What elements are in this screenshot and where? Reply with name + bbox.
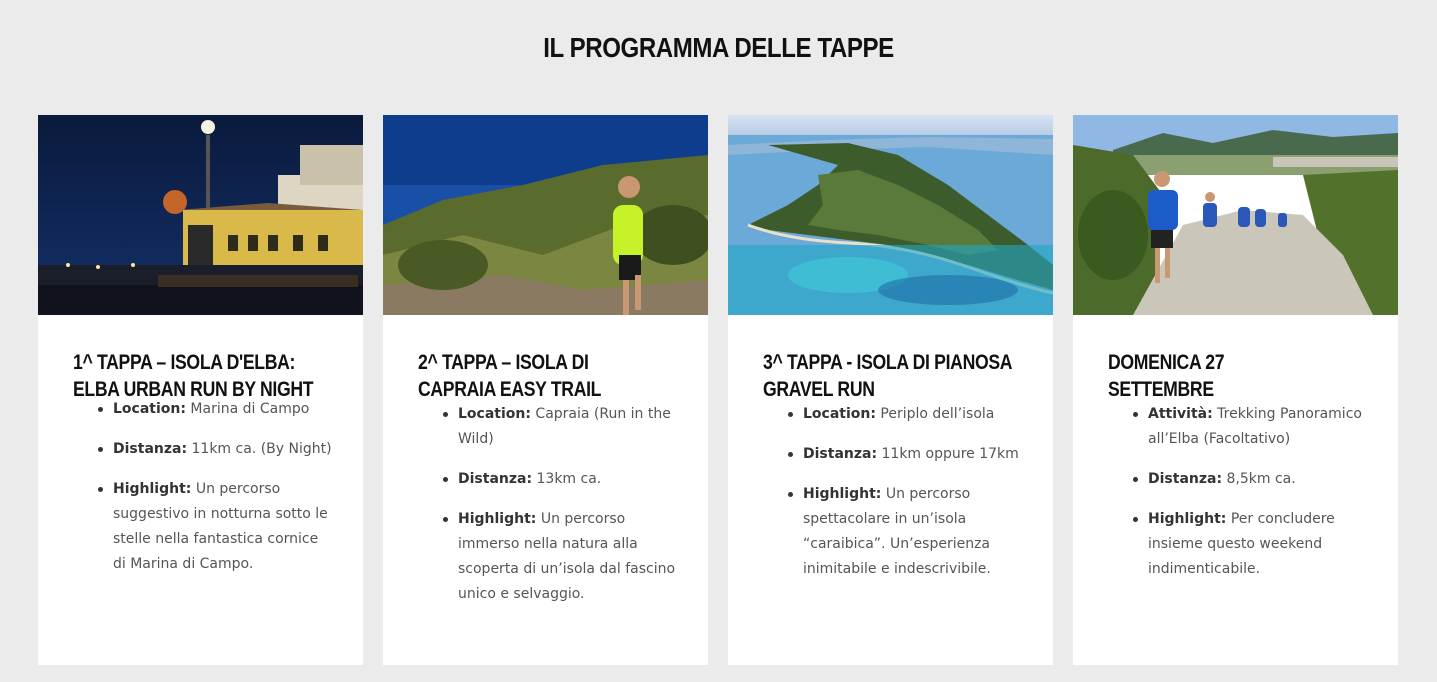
item-value: Per concludere insieme questo weekend indimenticabile. <box>1148 511 1335 577</box>
bullet-icon <box>1133 477 1138 482</box>
bullet-icon <box>1133 517 1138 522</box>
coastal-trail-runner-photo <box>383 115 708 315</box>
bullet-icon <box>98 407 103 412</box>
list-item <box>458 507 678 607</box>
item-label: Location: <box>458 406 531 422</box>
item-value: Un percorso suggestivo in notturna sotto le stelle nella fantastica cornice di Marina di Campo. <box>113 481 328 572</box>
item-label: Distanza: <box>113 441 188 457</box>
stage-card-3 <box>728 115 1053 665</box>
list-item <box>113 437 333 462</box>
bullet-icon <box>788 412 793 417</box>
list-item <box>1148 507 1368 582</box>
stage-title: 3^ TAPPA - ISOLA DI PIANOSA GRAVEL RUN <box>763 351 1012 401</box>
stage-card-4 <box>1073 115 1398 665</box>
list-item <box>113 397 333 422</box>
item-value: Capraia (Run in the Wild) <box>458 406 671 447</box>
section-title: IL PROGRAMMA DELLE TAPPE <box>543 32 894 63</box>
stage-details-list <box>418 402 678 607</box>
list-item <box>1148 402 1368 452</box>
list-item <box>803 482 1023 582</box>
stage-title: 1^ TAPPA – ISOLA D'ELBA: ELBA URBAN RUN BY NIGHT <box>73 351 314 401</box>
item-value: Un percorso spettacolare in un’isola “caraibica”. Un’esperienza inimitabile e indescrivibile. <box>803 486 991 577</box>
bullet-icon <box>443 477 448 482</box>
list-item <box>803 442 1023 467</box>
stage-title: 2^ TAPPA – ISOLA DI CAPRAIA EASY TRAIL <box>418 351 602 401</box>
bullet-icon <box>788 492 793 497</box>
list-item <box>1148 467 1368 492</box>
item-label: Highlight: <box>458 511 537 527</box>
bullet-icon <box>788 452 793 457</box>
item-label: Distanza: <box>803 446 878 462</box>
bullet-icon <box>443 517 448 522</box>
item-value: Periplo dell’isola <box>875 406 995 422</box>
hiking-group-photo <box>1073 115 1398 315</box>
item-label: Distanza: <box>458 471 533 487</box>
stage-details-list <box>763 402 1023 582</box>
item-label: Location: <box>803 406 876 422</box>
bullet-icon <box>1133 412 1138 417</box>
item-label: Highlight: <box>1148 511 1227 527</box>
item-label: Location: <box>113 401 186 417</box>
bullet-icon <box>98 447 103 452</box>
list-item <box>803 402 1023 427</box>
item-label: Attività: <box>1148 406 1213 422</box>
item-label: Highlight: <box>803 486 882 502</box>
item-value: Un percorso immerso nella natura alla scoperta di un’isola dal fascino unico e selvaggio. <box>458 511 676 602</box>
bullet-icon <box>98 487 103 492</box>
stage-details-list <box>73 397 333 577</box>
item-value: Marina di Campo <box>185 401 310 417</box>
list-item <box>458 467 678 492</box>
bullet-icon <box>443 412 448 417</box>
stage-card-2 <box>383 115 708 665</box>
item-value: 13km ca. <box>532 471 602 487</box>
stage-details-list <box>1108 402 1368 582</box>
item-value: 11km ca. (By Night) <box>187 441 332 457</box>
aerial-island-photo <box>728 115 1053 315</box>
item-label: Highlight: <box>113 481 192 497</box>
list-item <box>113 477 333 577</box>
item-value: 11km oppure 17km <box>877 446 1019 462</box>
night-harbor-moon-photo <box>38 115 363 315</box>
stage-card-1 <box>38 115 363 665</box>
list-item <box>458 402 678 452</box>
item-value: Trekking Panoramico all’Elba (Facoltativo) <box>1148 406 1362 447</box>
stage-title: DOMENICA 27 SETTEMBRE <box>1108 351 1225 401</box>
item-value: 8,5km ca. <box>1222 471 1296 487</box>
item-label: Distanza: <box>1148 471 1223 487</box>
